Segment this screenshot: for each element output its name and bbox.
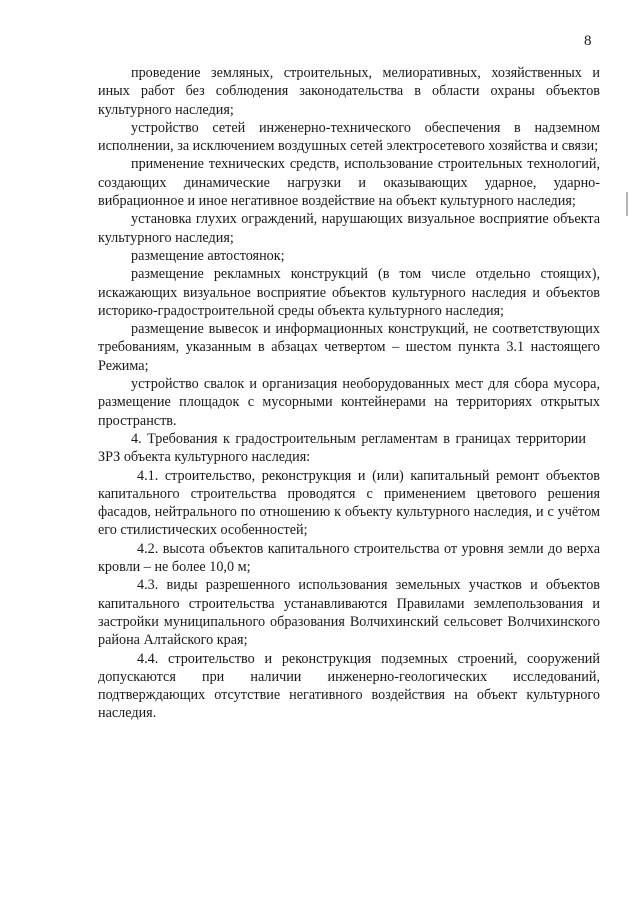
paragraph-advertising: размещение рекламных конструкций (в том числе отдельно стоящих), искажающих визуальное восприятие объектов культурного наследия и объектов историко-градостроительной среды объекта культурного наследия; <box>98 266 600 319</box>
paragraph-parking: размещение автостоянок; <box>131 247 285 264</box>
paragraph-earthworks: проведение земляных, строительных, мелиоративных, хозяйственных и иных работ без соблюдения законодательства в области охраны объектов культурного наследия; <box>98 65 600 118</box>
paragraph-4-3: 4.3. виды разрешенного использования земельных участков и объектов капитального строительства устанавливаются Правилами землепользования и застройки муниципального образования Волчихинский сельсовет Волчихинского района Алтайского края; <box>98 577 600 649</box>
document-body <box>98 64 600 723</box>
paragraph-solid-fences: установка глухих ограждений, нарушающих визуальное восприятие объекта культурного наследия; <box>98 211 600 246</box>
paragraph-4-4: 4.4. строительство и реконструкция подземных строений, сооружений допускаются при наличии инженерно-геологических исследований, подтверждающих отсутствие негативного воздействия на объект культурного наследия. <box>98 650 600 722</box>
paragraph-technical-means: применение технических средств, использование строительных технологий, создающих динамические нагрузки и оказывающих ударное, ударно-вибрационное и иное негативное воздействие на объект культурного наследия; <box>98 156 600 210</box>
paragraph-dumps: устройство свалок и организация необорудованных мест для сбора мусора, размещение площадок с мусорными контейнерами на территориях открытых пространств. <box>98 376 600 429</box>
page-number: 8 <box>584 33 592 49</box>
paragraph-signboards: размещение вывесок и информационных конструкций, не соответствующих требованиям, указанным в абзацах четвертом – шестом пункта 3.1 настоящего Режима; <box>98 321 600 374</box>
scan-margin-mark <box>626 192 628 216</box>
paragraph-section-4: 4. Требования к градостроительным регламентам в границах территории ЗРЗ объекта культурного наследия: <box>98 430 586 466</box>
paragraph-utility-networks: устройство сетей инженерно-технического обеспечения в надземном исполнении, за исключением воздушных сетей электросетевого хозяйства и связи; <box>98 119 600 155</box>
paragraph-4-2: 4.2. высота объектов капитального строительства от уровня земли до верха кровли – не более 10,0 м; <box>98 540 600 576</box>
paragraph-4-1: 4.1. строительство, реконструкция и (или) капитальный ремонт объектов капитального строительства проводятся с применением цветового решения фасадов, нейтрального по отношению к объекту культурного наследия, и с учётом его стилистических особенностей; <box>98 467 600 539</box>
